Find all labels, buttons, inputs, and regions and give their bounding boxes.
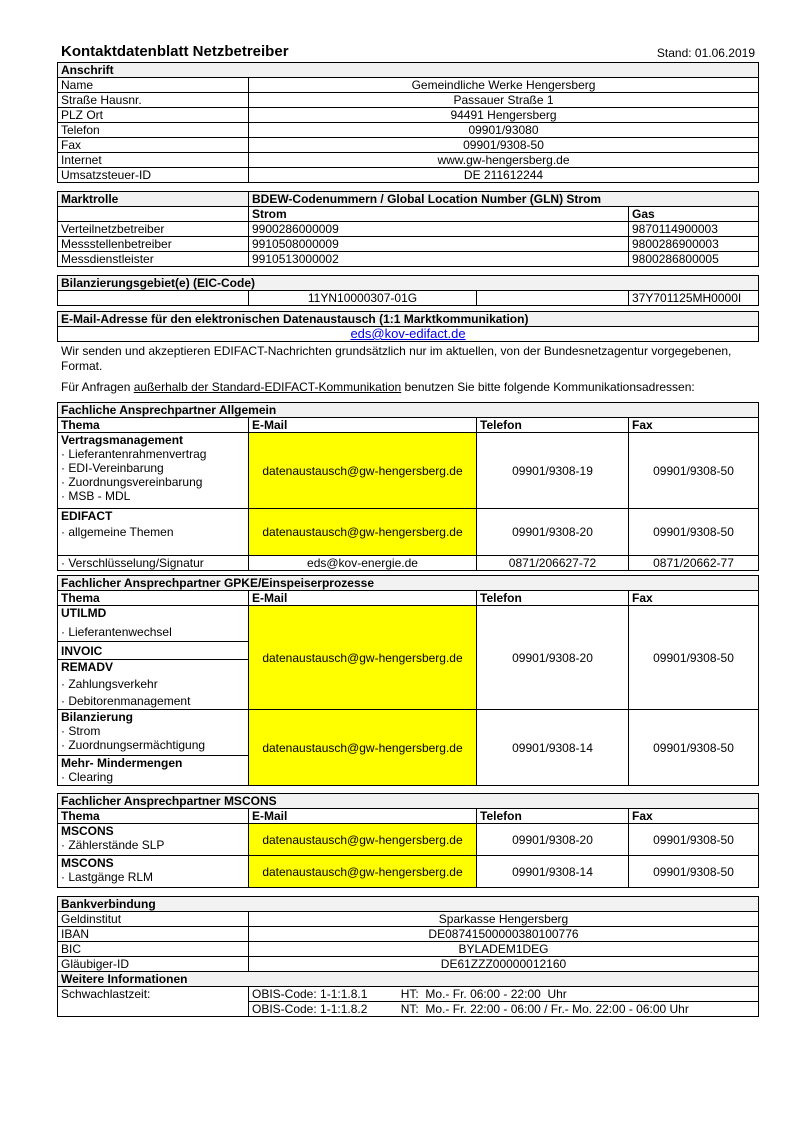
table-row: BIC BYLADEM1DEG xyxy=(58,942,759,957)
table-row: PLZ Ort 94491 Hengersberg xyxy=(58,108,759,123)
table-row: Geldinstitut Sparkasse Hengersberg xyxy=(58,912,759,927)
allgemein-table: Fachliche Ansprechpartner Allgemein Thema E-Mail Telefon Fax Vertragsmanagement · Lieferantenrahmenvertrag · EDI-Vereinbarung · Zuordnungsvereinbarung · MSB - MDL datenaustausch@gw-hengersberg.de 09901/9308-19 09901/9308-50 EDIFACT · allgemeine Themen datenaustausch@gw-hengersberg.de 09901/9308-20 09901/9308-50 · Verschlüsselung/Signatur eds@kov-energie.de 0871/206627-72 0871/20662-77 xyxy=(57,402,759,571)
table-row: Verteilnetzbetreiber 9900286000009 9870114900003 xyxy=(58,222,759,237)
eic-table: Bilanzierungsgebiet(e) (EIC-Code) 11YN10000307-01G 37Y701125MH0000I xyxy=(57,275,759,306)
table-row: Telefon 09901/93080 xyxy=(58,123,759,138)
bank-table: Bankverbindung Geldinstitut Sparkasse Hengersberg IBAN DE08741500000380100776 BIC BYLADEM1DEG Gläubiger-ID DE61ZZZ00000012160 Weitere Informationen Schwachlastzeit: OBIS-Code: 1-1:1.8.1 HT: Mo.- Fr. 06:00 - 22:00 Uhr OBIS-Code: 1-1:1.8.2 NT: Mo.- Fr. 22:00 - 06:00 / Fr.- Mo. 22:00 - 06:00 Uhr xyxy=(57,896,759,1017)
table-row: Umsatzsteuer-ID DE 211612244 xyxy=(58,168,759,183)
page-title: Kontaktdatenblatt Netzbetreiber xyxy=(61,43,289,60)
table-row: Fax 09901/9308-50 xyxy=(58,138,759,153)
marktrolle-table: Marktrolle BDEW-Codenummern / Global Location Number (GLN) Strom Strom Gas Verteilnetzbetreiber 9900286000009 9870114900003 Messstellenbetreiber 9910508000009 9800286900003 Messdienstleister 9910513000002 9800286800005 xyxy=(57,191,759,267)
email-cell[interactable]: eds@kov-energie.de xyxy=(249,556,477,571)
gpke-table: Fachlicher Ansprechpartner GPKE/Einspeiserprozesse Thema E-Mail Telefon Fax UTILMD · Lieferantenwechsel datenaustausch@gw-hengersberg.de 09901/9308-20 09901/9308-50 INVOIC REMADV · Zahlungsverkehr · Debitorenmanagement Bilanzierung · Strom · Zuordnungsermächtigung datenaustausch@gw-hengersberg.de 09901/9308-14 09901/9308-50 Mehr- Mindermengen · Clearing xyxy=(57,575,759,786)
email-cell[interactable]: datenaustausch@gw-hengersberg.de xyxy=(249,606,477,710)
table-row: EDIFACT · allgemeine Themen datenaustausch@gw-hengersberg.de 09901/9308-20 09901/9308-50 xyxy=(58,509,759,556)
table-row: Messdienstleister 9910513000002 9800286800005 xyxy=(58,252,759,267)
table-row: Internet www.gw-hengersberg.de xyxy=(58,153,759,168)
table-row: MSCONS · Lastgänge RLM datenaustausch@gw-hengersberg.de 09901/9308-14 09901/9308-50 xyxy=(58,856,759,888)
mscons-table: Fachlicher Ansprechpartner MSCONS Thema E-Mail Telefon Fax MSCONS · Zählerstände SLP datenaustausch@gw-hengersberg.de 09901/9308-20 09901/9308-50 MSCONS · Lastgänge RLM datenaustausch@gw-hengersberg.de 09901/9308-14 09901/9308-50 xyxy=(57,793,759,888)
email-cell[interactable]: datenaustausch@gw-hengersberg.de xyxy=(249,509,477,556)
table-row: Messstellenbetreiber 9910508000009 9800286900003 xyxy=(58,237,759,252)
email-cell[interactable]: datenaustausch@gw-hengersberg.de xyxy=(249,856,477,888)
email-cell[interactable]: datenaustausch@gw-hengersberg.de xyxy=(249,433,477,509)
email-cell[interactable]: datenaustausch@gw-hengersberg.de xyxy=(249,710,477,786)
table-row: IBAN DE08741500000380100776 xyxy=(58,927,759,942)
contact-intro: Für Anfragen außerhalb der Standard-EDIFACT-Kommunikation benutzen Sie bitte folgende Kommunikationsadressen: xyxy=(61,380,695,394)
table-row: · Verschlüsselung/Signatur eds@kov-energie.de 0871/206627-72 0871/20662-77 xyxy=(58,556,759,571)
table-row: Straße Hausnr. Passauer Straße 1 xyxy=(58,93,759,108)
email-cell[interactable]: datenaustausch@gw-hengersberg.de xyxy=(249,824,477,856)
website-link[interactable]: www.gw-hengersberg.de xyxy=(249,153,759,168)
edi-note: Wir senden und akzeptieren EDIFACT-Nachrichten grundsätzlich nur im aktuellen, von der Bundesnetzagentur vorgegebenen, Format. xyxy=(61,344,732,373)
table-row: Vertragsmanagement · Lieferantenrahmenvertrag · EDI-Vereinbarung · Zuordnungsvereinbarung · MSB - MDL datenaustausch@gw-hengersberg.de 09901/9308-19 09901/9308-50 xyxy=(58,433,759,509)
table-row: MSCONS · Zählerstände SLP datenaustausch@gw-hengersberg.de 09901/9308-20 09901/9308-50 xyxy=(58,824,759,856)
stand-date: Stand: 01.06.2019 xyxy=(656,46,755,60)
edi-table: E-Mail-Adresse für den elektronischen Datenaustausch (1:1 Marktkommunikation) eds@kov-edifact.de xyxy=(57,311,759,342)
anschrift-table xyxy=(57,62,759,183)
edi-email-link[interactable]: eds@kov-edifact.de xyxy=(350,326,466,341)
table-row: Gläubiger-ID DE61ZZZ00000012160 xyxy=(58,957,759,972)
table-row: Name Gemeindliche Werke Hengersberg xyxy=(58,78,759,93)
anschrift-header: Anschrift xyxy=(58,63,759,78)
